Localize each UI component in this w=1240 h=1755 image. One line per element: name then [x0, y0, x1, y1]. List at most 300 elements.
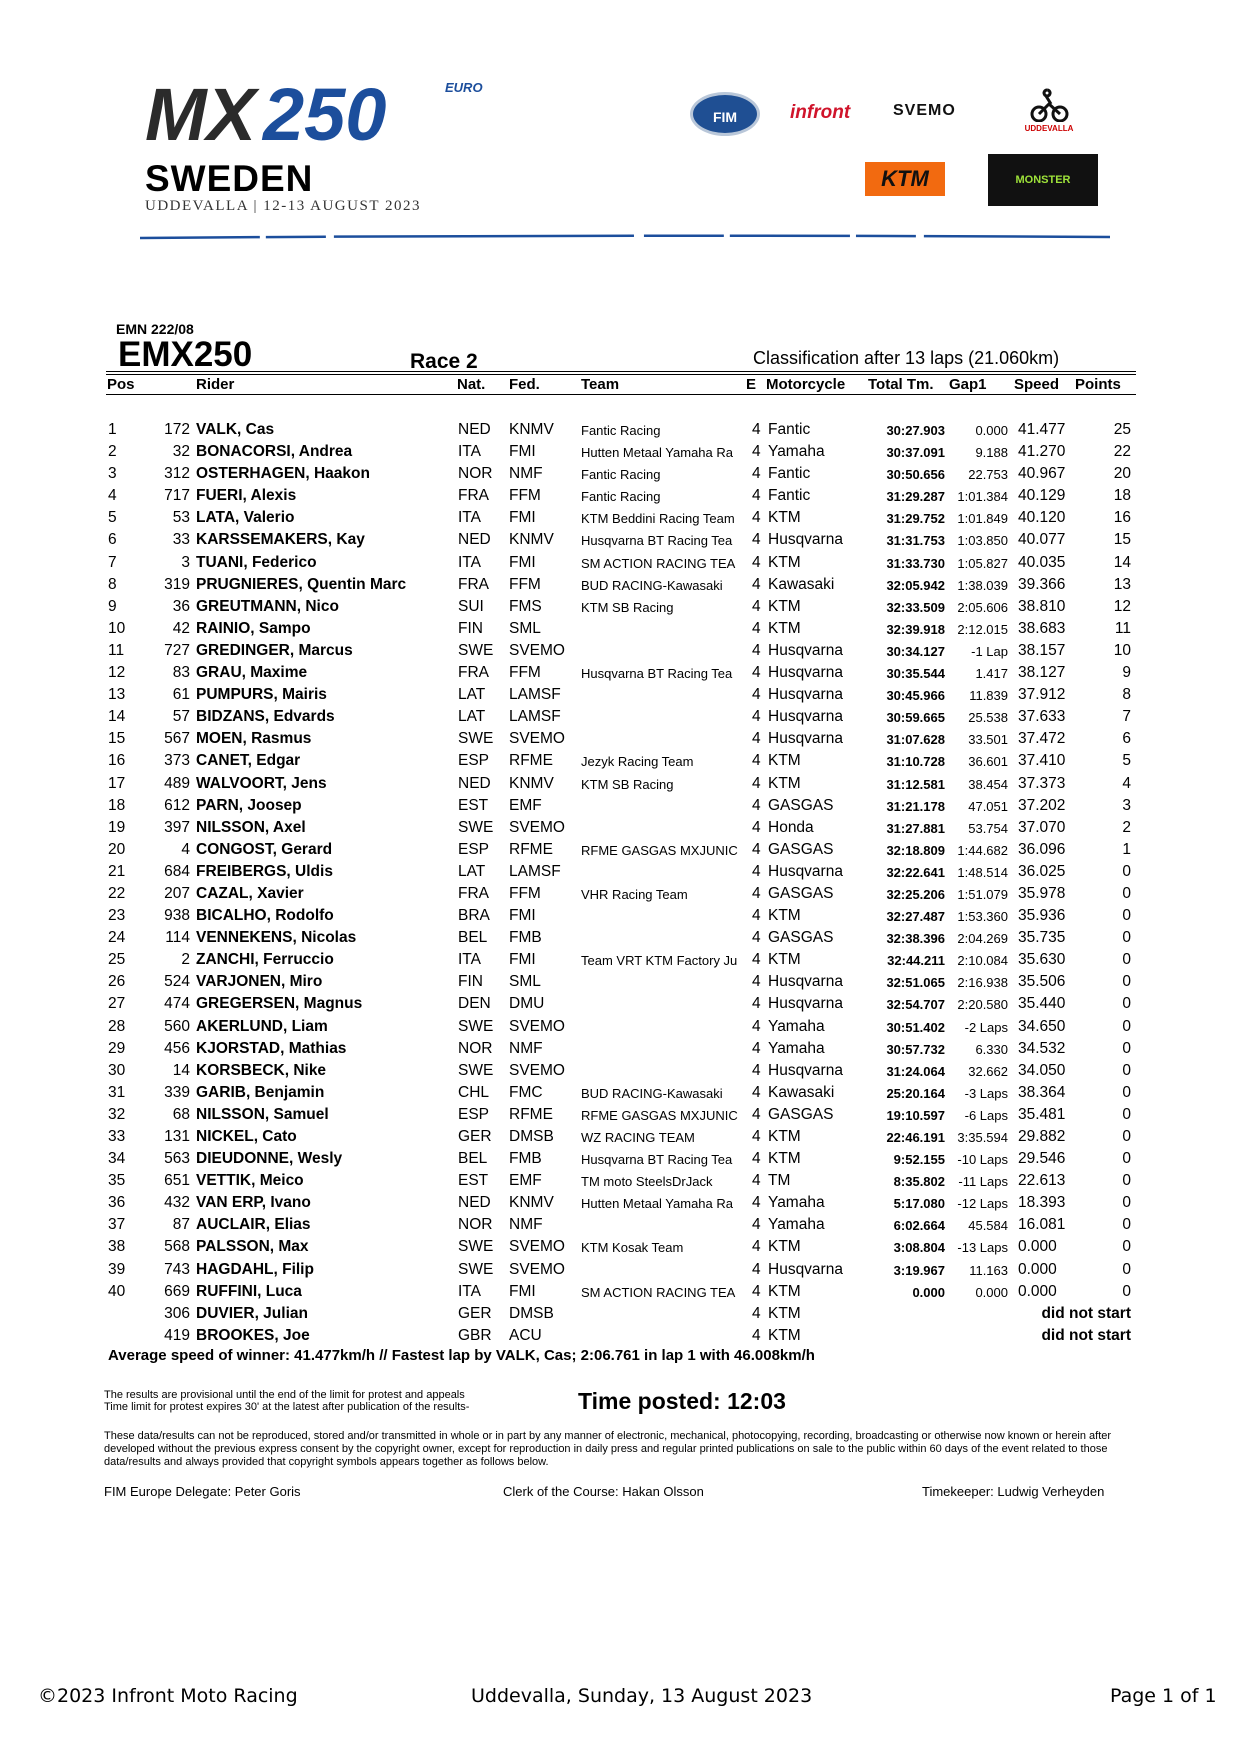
- cell-e: 4: [752, 509, 761, 527]
- cell-num: 489: [164, 774, 190, 792]
- cell-rider: CONGOST, Gerard: [196, 840, 333, 858]
- cell-speed: 16.081: [1018, 1216, 1066, 1234]
- cell-nat: FIN: [458, 973, 483, 991]
- table-row: [0, 1169, 1240, 1191]
- cell-speed: 38.683: [1018, 619, 1066, 637]
- cell-moto: KTM: [768, 1128, 801, 1145]
- cell-e: 4: [752, 1017, 761, 1035]
- cell-team: Team VRT KTM Factory Ju: [581, 953, 738, 969]
- table-row: [0, 1081, 1240, 1103]
- cell-pos: 11: [108, 641, 125, 659]
- table-row: [0, 1258, 1240, 1280]
- cell-fed: FMI: [509, 1282, 536, 1300]
- cell-nat: LAT: [458, 862, 486, 880]
- cell-points: 6: [1122, 730, 1131, 748]
- cell-team: WZ RACING TEAM: [581, 1130, 695, 1145]
- cell-num: 68: [172, 1105, 190, 1123]
- cell-nat: FRA: [458, 487, 489, 505]
- cell-nat: SWE: [458, 1238, 494, 1256]
- cell-speed: 35.481: [1018, 1105, 1066, 1123]
- cell-moto: KTM: [768, 1238, 801, 1256]
- cell-gap: 38.454: [968, 776, 1008, 792]
- cell-nat: CHL: [458, 1083, 490, 1101]
- table-row: [0, 506, 1240, 528]
- cell-e: 4: [752, 1172, 761, 1190]
- cell-num: 474: [164, 995, 190, 1013]
- col-pos: Pos: [107, 376, 135, 393]
- cell-e: 4: [752, 1061, 761, 1079]
- cell-num: 339: [164, 1083, 190, 1101]
- cell-moto: KTM: [768, 951, 801, 969]
- cell-moto: Husqvarna: [768, 531, 843, 549]
- protest-notice: [104, 1389, 469, 1413]
- cell-e: 4: [752, 553, 761, 571]
- cell-gap: -1 Lap: [971, 643, 1008, 659]
- cell-pos: 39: [108, 1260, 126, 1278]
- cell-fed: NMF: [509, 1039, 543, 1057]
- cell-team: Husqvarna BT Racing Tea: [581, 1152, 733, 1168]
- cell-team: Husqvarna BT Racing Tea: [581, 666, 733, 682]
- cell-nat: FIN: [458, 619, 483, 637]
- cell-speed: 36.025: [1018, 862, 1066, 880]
- cell-points: 18: [1113, 487, 1131, 505]
- cell-fed: SVEMO: [509, 1017, 565, 1035]
- cell-num: 319: [164, 575, 190, 593]
- table-row: [0, 1103, 1240, 1125]
- cell-num: 567: [164, 730, 190, 748]
- cell-points: 0: [1122, 1150, 1131, 1168]
- cell-rider: BICALHO, Rodolfo: [196, 907, 334, 925]
- cell-speed: 34.650: [1018, 1017, 1066, 1035]
- cell-speed: 35.630: [1018, 951, 1066, 969]
- col-team: Team: [581, 376, 620, 393]
- col-gap: Gap1: [949, 376, 987, 393]
- cell-moto: KTM: [768, 509, 801, 527]
- cell-pos: 17: [108, 774, 126, 792]
- cell-fed: SVEMO: [509, 818, 565, 836]
- table-row: [0, 1125, 1240, 1147]
- cell-nat: FRA: [458, 575, 489, 593]
- cell-moto: Husqvarna: [768, 862, 843, 880]
- cell-num: 14: [172, 1061, 190, 1079]
- cell-points: 20: [1113, 465, 1131, 483]
- uddevalla-logo-text: UDDEVALLA: [1024, 124, 1074, 133]
- cell-team: KTM SB Racing: [581, 776, 674, 792]
- cell-num: 207: [164, 884, 190, 902]
- cell-gap: 1:48.514: [957, 864, 1008, 880]
- cell-fed: FMC: [509, 1083, 543, 1101]
- cell-nat: GER: [458, 1304, 492, 1322]
- cell-total: 32:44.211: [887, 953, 945, 969]
- cell-points: 0: [1122, 1172, 1131, 1190]
- cell-moto: KTM: [768, 597, 801, 615]
- header-rule-top: [106, 371, 1136, 372]
- cell-total: 32:18.809: [886, 842, 945, 858]
- cell-e: 4: [752, 862, 761, 880]
- cell-gap: 2:16.938: [957, 975, 1008, 991]
- time-posted: Time posted: 12:03: [578, 1388, 786, 1414]
- cell-nat: ESP: [458, 840, 490, 858]
- cell-total: 30:27.903: [886, 423, 945, 438]
- cell-gap: 1:51.079: [957, 886, 1008, 902]
- cell-moto: KTM: [768, 774, 801, 792]
- cell-pos: 7: [108, 553, 117, 571]
- clerk-of-course: Clerk of the Course: Hakan Olsson: [503, 1484, 704, 1499]
- cell-points: 0: [1122, 1017, 1131, 1035]
- cell-pos: 35: [108, 1172, 126, 1190]
- cell-speed: 37.070: [1018, 818, 1066, 836]
- cell-fed: KNMV: [509, 1194, 554, 1212]
- table-row: [0, 639, 1240, 661]
- cell-speed: 29.546: [1018, 1150, 1066, 1168]
- cell-nat: SUI: [458, 597, 484, 615]
- table-row: [0, 904, 1240, 926]
- cell-rider: FREIBERGS, Uldis: [196, 862, 333, 880]
- cell-num: 57: [172, 708, 190, 726]
- cell-speed: 38.364: [1018, 1083, 1066, 1101]
- cell-total: 31:21.178: [886, 798, 945, 814]
- cell-pos: 12: [108, 664, 126, 682]
- cell-num: 32: [172, 443, 190, 461]
- cell-speed: 37.202: [1018, 796, 1066, 814]
- cell-nat: BEL: [458, 929, 488, 947]
- cell-moto: Husqvarna: [768, 1061, 843, 1079]
- cell-nat: LAT: [458, 708, 486, 726]
- cell-rider: WALVOORT, Jens: [196, 774, 327, 792]
- cell-fed: SVEMO: [509, 1061, 565, 1079]
- cell-num: 432: [164, 1194, 190, 1212]
- table-row: [0, 1015, 1240, 1037]
- cell-points: 0: [1122, 1083, 1131, 1101]
- cell-gap: -2 Laps: [964, 1019, 1008, 1035]
- cell-total: 32:22.641: [886, 864, 945, 880]
- cell-nat: NOR: [458, 1216, 493, 1234]
- cell-pos: 40: [108, 1282, 126, 1300]
- cell-speed: 37.912: [1018, 686, 1066, 704]
- protest-line-1: The results are provisional until the end of the limit for protest and appeals: [104, 1389, 465, 1401]
- cell-fed: SVEMO: [509, 1260, 565, 1278]
- cell-pos: 6: [108, 531, 117, 549]
- cell-e: 4: [752, 664, 761, 682]
- cell-e: 4: [752, 597, 761, 615]
- cell-total: 8:35.802: [893, 1174, 945, 1190]
- cell-fed: KNMV: [509, 421, 554, 438]
- cell-num: 36: [172, 597, 190, 615]
- table-row: [0, 860, 1240, 882]
- cell-points: 0: [1122, 1216, 1131, 1234]
- table-row: [0, 926, 1240, 948]
- cell-e: 4: [752, 774, 761, 792]
- cell-e: 4: [752, 1150, 761, 1168]
- table-row: [0, 705, 1240, 727]
- cell-gap: 1:38.039: [957, 577, 1008, 593]
- cell-gap: 1:01.849: [957, 511, 1008, 527]
- cell-team: Hutten Metaal Yamaha Ra: [581, 445, 733, 461]
- table-row: [0, 484, 1240, 506]
- cell-speed: 35.735: [1018, 929, 1066, 947]
- cell-e: 4: [752, 1128, 761, 1145]
- cell-gap: 0.000: [975, 1284, 1008, 1300]
- cell-gap: 1:05.827: [957, 555, 1008, 571]
- table-row: [0, 528, 1240, 550]
- cell-rider: CAZAL, Xavier: [196, 884, 304, 902]
- cell-rider: RAINIO, Sampo: [196, 619, 311, 637]
- cell-rider: VETTIK, Meico: [196, 1172, 304, 1190]
- cell-nat: NED: [458, 774, 491, 792]
- classification-info: Classification after 13 laps (21.060km): [753, 348, 1060, 368]
- cell-moto: Yamaha: [768, 1039, 825, 1057]
- cell-nat: NED: [458, 531, 491, 549]
- cell-fed: FMI: [509, 951, 536, 969]
- cell-speed: 18.393: [1018, 1194, 1066, 1212]
- cell-pos: 20: [108, 840, 126, 858]
- cell-speed: 40.077: [1018, 531, 1066, 549]
- emn-code: EMN 222/08: [116, 321, 194, 337]
- cell-e: 4: [752, 1039, 761, 1057]
- cell-fed: NMF: [509, 465, 543, 483]
- logo-mx-text: MX: [145, 78, 256, 150]
- table-row: [0, 816, 1240, 838]
- cell-gap: 25.538: [968, 710, 1008, 726]
- table-row: [0, 418, 1240, 440]
- cell-total: 32:25.206: [886, 886, 945, 902]
- cell-fed: LAMSF: [509, 862, 561, 880]
- monster-energy-logo: MONSTER: [988, 154, 1098, 206]
- table-row: [0, 573, 1240, 595]
- cell-pos: 19: [108, 818, 126, 836]
- cell-speed: 39.366: [1018, 575, 1066, 593]
- cell-moto: Honda: [768, 818, 814, 836]
- table-row: [0, 992, 1240, 1014]
- cell-points: 0: [1122, 929, 1131, 947]
- cell-team: RFME GASGAS MXJUNIC: [581, 1107, 738, 1123]
- cell-gap: 33.501: [968, 732, 1008, 748]
- cell-speed: 40.967: [1018, 465, 1066, 483]
- cell-num: 131: [164, 1128, 190, 1145]
- cell-points: 0: [1122, 862, 1131, 880]
- cell-gap: -10 Laps: [957, 1152, 1008, 1168]
- cell-points: 0: [1122, 1238, 1131, 1256]
- cell-points: 3: [1122, 796, 1131, 814]
- cell-points: 0: [1122, 884, 1131, 902]
- cell-team: KTM Kosak Team: [581, 1240, 684, 1256]
- cell-points: 4: [1122, 774, 1131, 792]
- cell-num: 373: [164, 752, 190, 770]
- cell-num: 743: [164, 1260, 190, 1278]
- table-row: [0, 1213, 1240, 1235]
- cell-num: 397: [164, 818, 190, 836]
- uddevalla-logo: [1020, 86, 1078, 138]
- cell-pos: 21: [108, 862, 126, 880]
- cell-speed: 37.373: [1018, 774, 1066, 792]
- cell-rider: BROOKES, Joe: [196, 1326, 310, 1344]
- cell-e: 4: [752, 995, 761, 1013]
- cell-rider: GRAU, Maxime: [196, 664, 308, 682]
- cell-num: 419: [164, 1326, 190, 1344]
- cell-e: 4: [752, 951, 761, 969]
- cell-moto: KTM: [768, 1304, 801, 1322]
- header-decor-line: [140, 234, 1110, 240]
- cell-fed: FMB: [509, 1150, 542, 1168]
- table-row: [0, 838, 1240, 860]
- footer-page: Page 1 of 1: [1110, 1685, 1217, 1707]
- cell-gap: -13 Laps: [957, 1240, 1008, 1256]
- cell-points: 7: [1122, 708, 1131, 726]
- cell-points: 13: [1113, 575, 1131, 593]
- cell-total: 32:39.918: [886, 621, 945, 637]
- cell-total: 31:07.628: [886, 732, 945, 748]
- cell-e: 4: [752, 619, 761, 637]
- cell-points: 8: [1122, 686, 1131, 704]
- col-total: Total Tm.: [868, 376, 934, 393]
- cell-moto: KTM: [768, 553, 801, 571]
- cell-team: Husqvarna BT Racing Tea: [581, 533, 733, 549]
- cell-points: 0: [1122, 951, 1131, 969]
- cell-moto: Fantic: [768, 421, 811, 438]
- table-row: [0, 661, 1240, 683]
- cell-nat: SWE: [458, 1061, 494, 1079]
- cell-num: 3: [181, 553, 190, 571]
- cell-pos: 9: [108, 597, 117, 615]
- cell-points: 0: [1122, 1282, 1131, 1300]
- cell-num: 172: [164, 421, 190, 438]
- cell-speed: 35.978: [1018, 884, 1066, 902]
- cell-rider: VAN ERP, Ivano: [196, 1194, 311, 1212]
- cell-pos: 4: [108, 487, 117, 505]
- cell-points: 14: [1113, 553, 1131, 571]
- cell-rider: PRUGNIERES, Quentin Marc: [196, 575, 407, 593]
- cell-total: 25:20.164: [886, 1085, 945, 1101]
- cell-pos: 38: [108, 1238, 126, 1256]
- cell-nat: BEL: [458, 1150, 488, 1168]
- cell-gap: 1:53.360: [957, 909, 1008, 925]
- cell-moto: KTM: [768, 752, 801, 770]
- cell-moto: Fantic: [768, 487, 811, 505]
- cell-pos: 2: [108, 443, 117, 461]
- cell-fed: SVEMO: [509, 641, 565, 659]
- footer-location-date: Uddevalla, Sunday, 13 August 2023: [471, 1685, 813, 1707]
- table-row: [0, 595, 1240, 617]
- cell-moto: GASGAS: [768, 796, 834, 814]
- copyright-note: These data/results can not be reproduced, stored and/or transmitted in whole or in part by any manner of electronic, mechanical, photocopying, recording, broadcasting or otherwise now known or herein after developed without the previous express consent by the copyright owner, except for reproduction in daily press and regular printed publications on sale to the public within 60 days of the event related to those data/results and always provided that copyright symbols appears together as follows below.: [104, 1430, 1112, 1468]
- cell-fed: RFME: [509, 752, 553, 770]
- cell-pos: 15: [108, 730, 126, 748]
- race-label: Race 2: [410, 350, 478, 373]
- cell-speed: 34.532: [1018, 1039, 1066, 1057]
- cell-e: 4: [752, 487, 761, 505]
- cell-moto: Husqvarna: [768, 686, 843, 704]
- cell-gap: 32.662: [968, 1063, 1008, 1079]
- footer-copyright: ©2023 Infront Moto Racing: [38, 1685, 298, 1707]
- cell-fed: FFM: [509, 664, 541, 682]
- cell-e: 4: [752, 421, 761, 438]
- cell-gap: 11.839: [969, 688, 1008, 704]
- cell-moto: KTM: [768, 1282, 801, 1300]
- cell-fed: FFM: [509, 884, 541, 902]
- cell-num: 53: [172, 509, 190, 527]
- header-rule-top-2: [106, 374, 1136, 375]
- cell-num: 684: [164, 862, 190, 880]
- cell-rider: VENNEKENS, Nicolas: [196, 929, 357, 947]
- cell-nat: ITA: [458, 951, 481, 969]
- cell-total: 30:50.656: [886, 467, 945, 483]
- cell-e: 4: [752, 884, 761, 902]
- cell-team: VHR Racing Team: [581, 886, 688, 902]
- cell-speed: 0.000: [1018, 1260, 1057, 1278]
- cell-total: 30:35.544: [886, 666, 945, 682]
- cell-nat: EST: [458, 796, 489, 814]
- cell-rider: MOEN, Rasmus: [196, 730, 312, 748]
- cell-nat: LAT: [458, 686, 486, 704]
- cell-total: 32:51.065: [886, 975, 945, 991]
- cell-rider: TUANI, Federico: [196, 553, 317, 571]
- cell-e: 4: [752, 575, 761, 593]
- cell-gap: 2:05.606: [957, 599, 1008, 615]
- cell-e: 4: [752, 907, 761, 925]
- cell-fed: ACU: [509, 1326, 542, 1344]
- event-country: SWEDEN: [145, 158, 314, 199]
- cell-gap: 6.330: [975, 1041, 1008, 1057]
- cell-fed: KNMV: [509, 531, 554, 549]
- cell-total: 32:05.942: [886, 577, 945, 593]
- cell-moto: Husqvarna: [768, 708, 843, 726]
- cell-nat: GER: [458, 1128, 492, 1145]
- cell-moto: TM: [768, 1172, 791, 1190]
- cell-points: 0: [1122, 1061, 1131, 1079]
- cell-gap: 53.754: [968, 820, 1008, 836]
- cell-team: BUD RACING-Kawasaki: [581, 577, 723, 593]
- cell-pos: 10: [108, 619, 126, 637]
- cell-nat: SWE: [458, 641, 494, 659]
- cell-moto: GASGAS: [768, 884, 834, 902]
- cell-total: 31:33.730: [886, 555, 945, 571]
- cell-points: 10: [1113, 641, 1131, 659]
- cell-gap: -12 Laps: [957, 1196, 1008, 1212]
- cell-nat: SWE: [458, 730, 494, 748]
- cell-nat: FRA: [458, 664, 489, 682]
- table-row: [0, 1059, 1240, 1081]
- cell-pos: 3: [108, 465, 117, 483]
- cell-fed: RFME: [509, 1105, 553, 1123]
- cell-moto: GASGAS: [768, 1105, 834, 1123]
- cell-pos: 14: [108, 708, 126, 726]
- cell-nat: ITA: [458, 443, 481, 461]
- cell-speed: 40.129: [1018, 487, 1066, 505]
- cell-points: 2: [1122, 818, 1131, 836]
- cell-team: BUD RACING-Kawasaki: [581, 1085, 723, 1101]
- results-table: [0, 418, 1240, 1346]
- cell-gap: 2:12.015: [957, 621, 1008, 637]
- cell-pos: 30: [108, 1061, 126, 1079]
- cell-rider: PALSSON, Max: [196, 1238, 309, 1256]
- class-title: EMX250: [118, 335, 253, 374]
- cell-pos: 28: [108, 1017, 126, 1035]
- cell-moto: Husqvarna: [768, 730, 843, 748]
- cell-gap: 1:03.850: [957, 533, 1008, 549]
- cell-points: 0: [1122, 907, 1131, 925]
- cell-moto: Kawasaki: [768, 1083, 835, 1101]
- cell-num: 114: [165, 929, 190, 947]
- race-summary: Average speed of winner: 41.477km/h // Fastest lap by VALK, Cas; 2:06.761 in lap 1 with 46.008km/h: [108, 1347, 815, 1364]
- cell-nat: FRA: [458, 884, 489, 902]
- svemo-logo: SVEMO: [893, 102, 956, 119]
- cell-points: 0: [1122, 1260, 1131, 1278]
- cell-num: 83: [172, 664, 190, 682]
- timekeeper: Timekeeper: Ludwig Verheyden: [922, 1484, 1105, 1499]
- cell-fed: EMF: [509, 796, 542, 814]
- cell-fed: FMB: [509, 929, 542, 947]
- cell-rider: HAGDAHL, Filip: [196, 1260, 314, 1278]
